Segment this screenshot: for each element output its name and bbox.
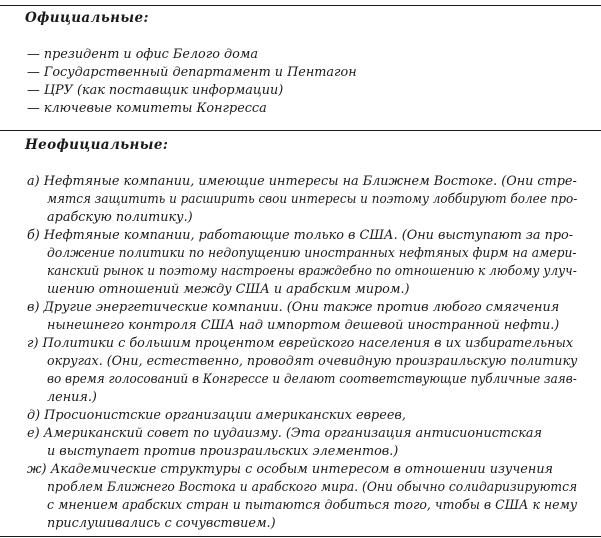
list-item-line: в) Другие энергетические компании. (Они также против любого смягчения <box>27 300 560 315</box>
list-item-line: канский рынок и поэтому настроены враждебно по отношению к любому улуч- <box>47 264 577 279</box>
top-rule <box>0 5 601 6</box>
list-item-line: нынешнего контроля США над импортом дешевой иностранной нефти.) <box>47 318 560 333</box>
list-item-line: мятся защитить и расширить свои интересы и поэтому лоббируют более про- <box>47 192 578 207</box>
list-item-line: во время голосований в Конгрессе и делают соответствующие публичные заяв- <box>47 372 577 387</box>
unofficial-heading: Неофициальные: <box>25 137 169 153</box>
list-item-line: б) Нефтяные компании, работающие только в США. (Они выступают за про- <box>27 228 574 243</box>
list-item: — Государственный департамент и Пентагон <box>27 65 357 80</box>
list-item-line: ж) Академические структуры с особым интересом в отношении изучения <box>27 462 554 477</box>
list-item-line: округах. (Они, естественно, проводят очевидную произраильскую политику <box>47 354 578 369</box>
official-heading: Официальные: <box>25 10 149 26</box>
list-item: — ключевые комитеты Конгресса <box>27 101 267 116</box>
section-divider <box>0 130 601 131</box>
list-item-line: должение политики по недопущению иностранных нефтяных фирм на амери- <box>47 246 577 261</box>
list-item-line: ления.) <box>47 390 97 405</box>
list-item-line: проблем Ближнего Востока и арабского мира. (Они обычно солидаризируются <box>47 480 578 495</box>
list-item-line: а) Нефтяные компании, имеющие интересы на Ближнем Востоке. (Они стре- <box>27 174 577 189</box>
list-item-line: е) Американский совет по иудаизму. (Эта организация антисионистская <box>27 426 542 441</box>
list-item-line: прислушивались с сочувствием.) <box>47 516 276 531</box>
list-item: — президент и офис Белого дома <box>27 47 259 62</box>
list-item: — ЦРУ (как поставщик информации) <box>27 83 284 98</box>
list-item-line: г) Политики с большим процентом еврейского населения в их избирательных <box>27 336 574 351</box>
list-item-line: и выступает против произраильских элементов.) <box>47 444 399 459</box>
list-item-line: д) Просионистские организации американских евреев, <box>27 408 406 423</box>
list-item-line: шению отношений между США и арабским миром.) <box>47 282 410 297</box>
list-item-line: с мнением арабских стран и пытаются добиться того, чтобы в США к нему <box>47 498 578 513</box>
bottom-rule <box>0 536 601 537</box>
list-item-line: арабскую политику.) <box>47 210 193 225</box>
